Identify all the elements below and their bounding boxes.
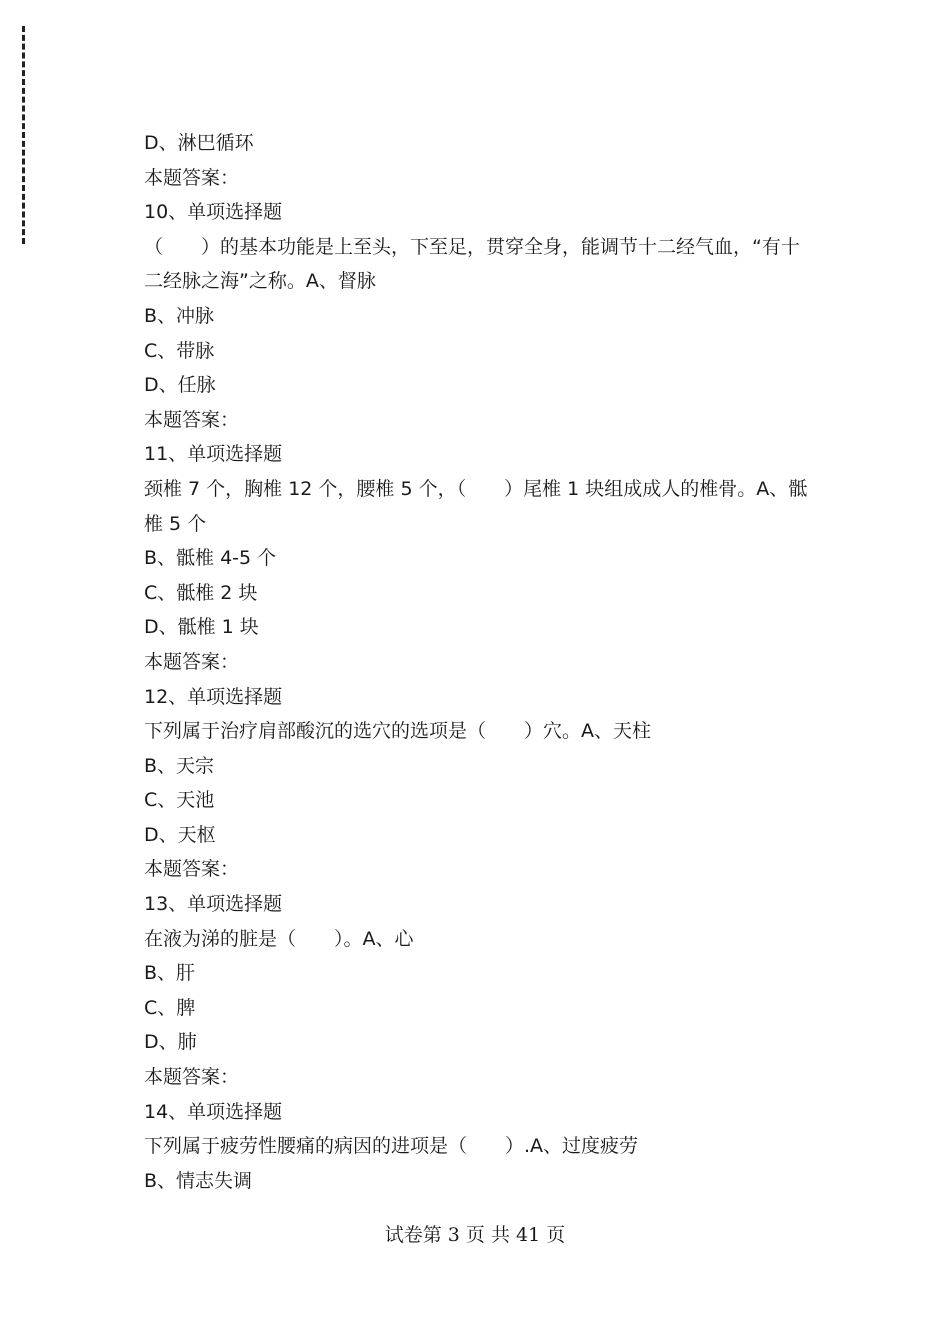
question-13-option-d: D、肺 xyxy=(144,1031,197,1054)
question-12-option-d: D、天枢 xyxy=(144,823,216,846)
question-12-answer-label: 本题答案： xyxy=(144,858,240,881)
question-10-answer-label: 本题答案： xyxy=(144,408,240,431)
question-13-option-c: C、脾 xyxy=(144,996,196,1019)
question-12-option-b: B、天宗 xyxy=(144,754,215,777)
question-11-option-c: C、骶椎 2 块 xyxy=(144,581,258,604)
question-13-option-b: B、肝 xyxy=(144,962,196,985)
binding-dashed-line xyxy=(22,26,25,244)
question-10-option-c: C、带脉 xyxy=(144,339,215,362)
question-13-text: 在液为涕的脏是（ ）。A、心 xyxy=(144,927,414,950)
question-14-heading: 14、单项选择题 xyxy=(144,1100,283,1123)
question-10-text: （ ）的基本功能是上至头，下至足，贯穿全身，能调节十二经气血，“有十二经脉之海”之称。A、督脉 xyxy=(144,235,800,293)
question-10-heading: 10、单项选择题 xyxy=(144,201,283,224)
page-footer: 试卷第 3 页 共 41 页 xyxy=(384,1224,566,1246)
exam-content xyxy=(144,126,812,1198)
question-11-text: 颈椎 7 个，胸椎 12 个，腰椎 5 个，（ ）尾椎 1 块组成成人的椎骨。A、骶椎 5 个 xyxy=(144,477,808,535)
question-13-answer-label: 本题答案： xyxy=(144,1066,240,1089)
answer-label: 本题答案： xyxy=(144,166,240,189)
question-11-answer-label: 本题答案： xyxy=(144,650,240,673)
question-14-option-b: B、情志失调 xyxy=(144,1169,253,1192)
question-11-option-d: D、骶椎 1 块 xyxy=(144,616,259,639)
question-13-heading: 13、单项选择题 xyxy=(144,893,283,916)
question-12-text: 下列属于治疗肩部酸沉的选穴的选项是（ ）穴。A、天柱 xyxy=(144,720,651,743)
question-10-option-b: B、冲脉 xyxy=(144,304,215,327)
question-12-heading: 12、单项选择题 xyxy=(144,685,283,708)
option-d-line: D、淋巴循环 xyxy=(144,132,254,154)
question-11-heading: 11、单项选择题 xyxy=(144,443,283,466)
question-14-text: 下列属于疲劳性腰痛的病因的进项是（ ）.A、过度疲劳 xyxy=(144,1135,639,1158)
question-11-option-b: B、骶椎 4-5 个 xyxy=(144,547,277,570)
question-12-option-c: C、天池 xyxy=(144,789,215,812)
question-10-option-d: D、任脉 xyxy=(144,374,216,397)
